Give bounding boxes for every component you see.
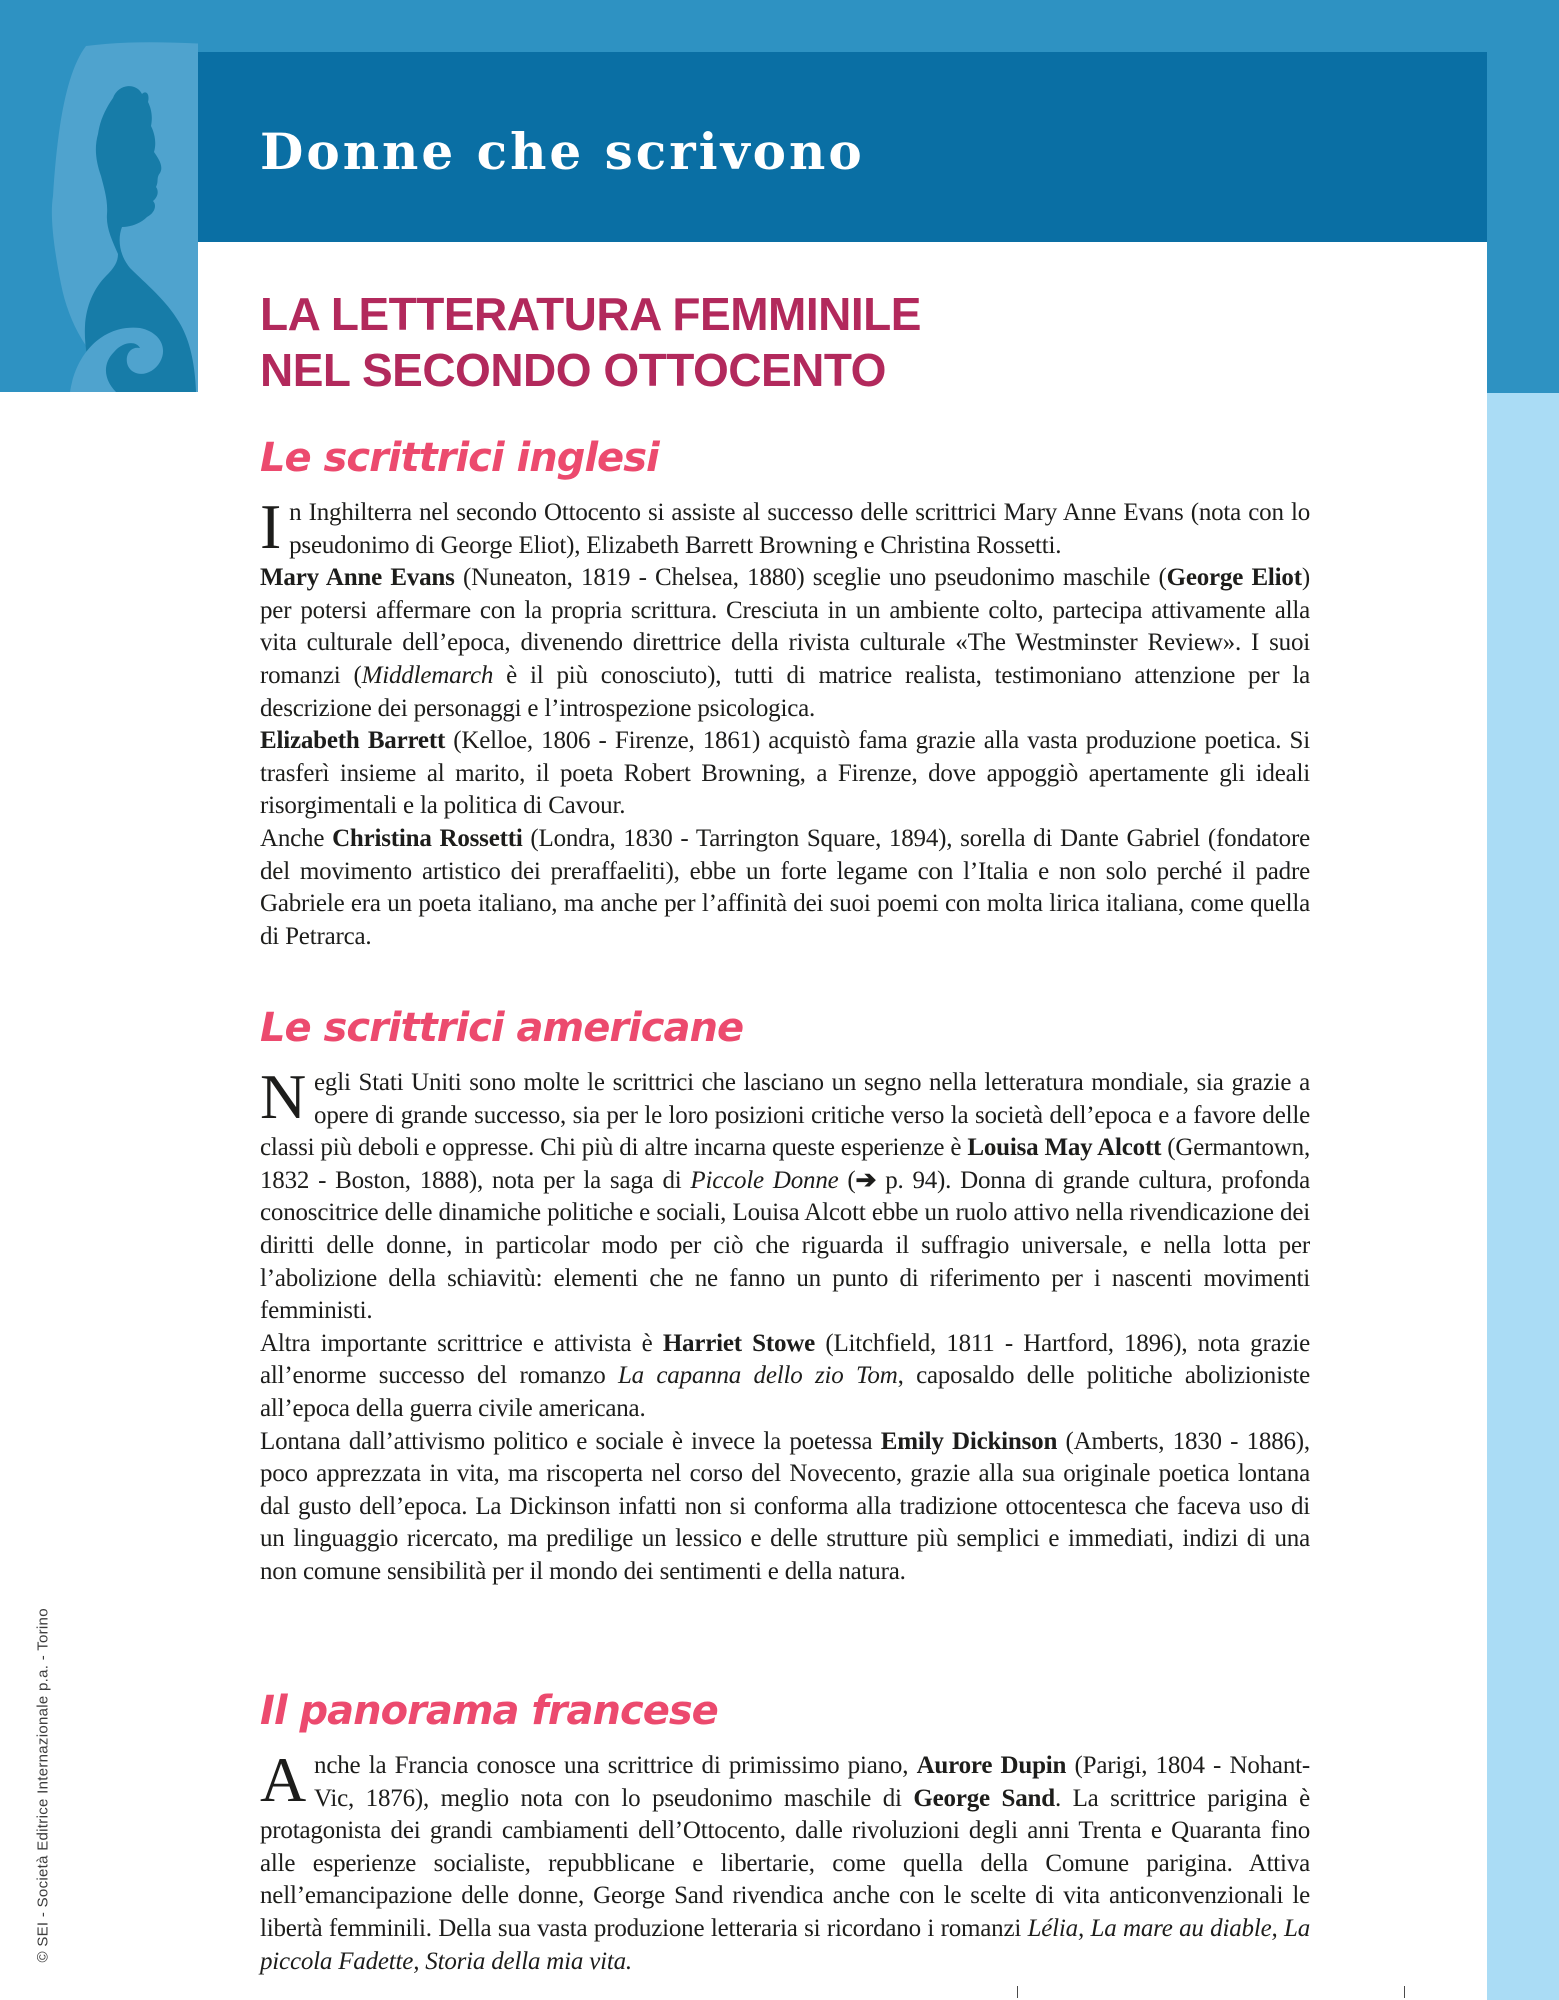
dropcap: I <box>260 491 282 562</box>
italic-text: Piccole Donne <box>690 1166 839 1194</box>
text: (Kelloe, 1806 - Firenze, 1861) acquistò fama grazie alla vasta produzione poetica. Si trasferì insieme al marito, il poeta Robert Browning, a Firenze, dove appoggiò apertamente gli ideali risorgimentali e la politica di Cavour. <box>260 727 1310 820</box>
crop-mark <box>1404 1986 1405 1998</box>
bold-text: Emily Dickinson <box>880 1427 1058 1455</box>
bold-text: George Sand <box>913 1784 1055 1812</box>
bold-text: Louisa May Alcott <box>967 1134 1162 1162</box>
text: n Inghilterra nel secondo Ottocento si assiste al successo delle scrittrici Mary Anne Evans (nota con lo pseudonimo di George Eliot), Elizabeth Barrett Browning e Christina Rossetti. <box>289 499 1310 559</box>
paragraph <box>260 1328 1310 1426</box>
text: , caposaldo delle politiche abolizioniste all’epoca della guerra civile americana. <box>260 1362 1310 1422</box>
dropcap: A <box>260 1744 307 1815</box>
top-band <box>0 0 1559 52</box>
bold-text: Mary Anne Evans <box>260 564 455 592</box>
text-section <box>260 433 1310 953</box>
text: (Germantown, 1832 - Boston, 1888), nota per la saga di <box>260 1134 1310 1194</box>
text: (Amberts, 1830 - 1886), poco apprezzata in vita, ma riscoperta nel corso del Novecento, grazie alla sua originale poetica lontana dal gusto dell’epoca. La Dickinson infatti non si conforma alla tradizione ottocentesca che faceva uso di un linguaggio ricercato, ma predilige un lessico e delle strutture più semplici e immediati, indizi di una non comune sensibilità per il mondo dei sentimenti e della natura. <box>260 1427 1310 1585</box>
crop-mark <box>1017 1986 1018 1998</box>
bold-text: Harriet Stowe <box>662 1329 816 1357</box>
paragraph <box>260 1061 1310 1328</box>
bold-text: Elizabeth Barrett <box>260 727 446 755</box>
text: (Londra, 1830 - Tarrington Square, 1894), sorella di Dante Gabriel (fondatore del movimento artistico dei preraffaeliti), ebbe un forte legame con l’Italia e non solo perché il padre Gabriele era un poeta italiano, ma anche per l’affinità dei suoi poemi con molta lirica italiana, come quella di Petrarca. <box>260 824 1311 950</box>
page-title-line-2: NEL SECONDO OTTOCENTO <box>260 344 886 396</box>
section-heading: Il panorama francese <box>260 1688 718 1734</box>
paragraph <box>260 725 1310 823</box>
italic-text: Lélia, La mare au diable, La piccola Fadette, Storia della mia vita. <box>260 1914 1310 1975</box>
section-heading: Le scrittrici inglesi <box>260 435 659 481</box>
page-title <box>260 286 921 398</box>
dropcap: N <box>260 1061 307 1132</box>
text: p. 94). Donna di grande cultura, profonda conoscitrice delle dinamiche politiche e sociali, Louisa Alcott ebbe un ruolo attivo nella rivendicazione dei diritti delle donne, in particolar modo per ciò che riguarda il suffragio universale, e nella lotta per l’abolizione della schiavitù: elementi che ne fanno un punto di riferimento per i nascenti movimenti femministi. <box>260 1166 1310 1325</box>
text: è il più conosciuto), tutti di matrice realista, testimoniano attenzione per la descrizione dei personaggi e l’introspezione psicologica. <box>260 661 1310 722</box>
bold-text: Aurore Dupin <box>916 1752 1067 1779</box>
woman-silhouette-logo <box>0 0 198 392</box>
text: . La scrittrice parigina è protagonista dei grandi cambiamenti dell’Ottocento, dalle rivoluzioni degli anni Trenta e Quaranta fino alle esperienze socialiste, repubblicane e libertarie, come quella della Comune parigina. Attiva nell’emancipazione delle donne, George Sand rivendica anche con le scelte di vita anticonvenzionali le libertà femminili. Della sua vasta produzione letteraria si ricordano i romanzi <box>260 1784 1311 1942</box>
paragraph <box>260 1744 1311 1978</box>
text: Anche <box>260 824 333 852</box>
text: (Parigi, 1804 - Nohant-Vic, 1876), meglio nota con lo pseudonimo maschile di <box>314 1752 1311 1812</box>
text: ) per potersi affermare con la propria scrittura. Cresciuta in un ambiente colto, partecipa attivamente alla vita culturale dell’epoca, divenendo direttrice della rivista culturale «The Westminster Review». I suoi romanzi ( <box>260 564 1310 689</box>
text: Altra importante scrittrice e attivista è <box>260 1329 663 1357</box>
italic-text: La capanna dello zio Tom <box>617 1362 898 1390</box>
logo-block <box>0 0 198 392</box>
text: egli Stati Uniti sono molte le scrittrici che lasciano un segno nella letteratura mondiale, sia grazie a opere di grande successo, sia per le loro posizioni critiche verso la società dell’epoca e a favore delle classi più deboli e oppresse. Chi più di altre incarna queste esperienze è <box>260 1069 1310 1162</box>
text: nche la Francia conosce una scrittrice di primissimo piano, <box>314 1752 917 1779</box>
text: (Litchfield, 1811 - Hartford, 1896), nota grazie all’enorme successo del romanzo <box>260 1329 1311 1390</box>
bold-text: George Eliot <box>1166 564 1302 592</box>
sidebar <box>1487 393 1559 2000</box>
paragraph <box>260 562 1310 725</box>
italic-text: Middlemarch <box>361 661 494 689</box>
paragraph <box>260 491 1310 562</box>
chapter-title: Donne che scrivono <box>260 122 865 181</box>
bold-text: Christina Rossetti <box>332 824 523 852</box>
section-heading: Le scrittrici americane <box>260 1005 744 1051</box>
publisher-copyright: © SEI - Società Editrice Internazionale p.a. - Torino <box>34 1608 52 1963</box>
text: Lontana dall’attivismo politico e sociale è invece la poetessa <box>260 1427 881 1455</box>
bold-text: ➔ <box>855 1166 877 1194</box>
paragraph <box>260 1426 1310 1589</box>
page-title-line-1: LA LETTERATURA FEMMINILE <box>260 288 921 340</box>
text-section <box>260 1003 1310 1589</box>
text-section <box>260 1686 1310 1978</box>
sidebar-top <box>1487 0 1559 393</box>
chapter-band <box>198 52 1487 242</box>
text: ( <box>838 1166 856 1194</box>
text: (Nuneaton, 1819 - Chelsea, 1880) sceglie uno pseudonimo maschile ( <box>454 564 1167 592</box>
paragraph <box>260 823 1310 953</box>
